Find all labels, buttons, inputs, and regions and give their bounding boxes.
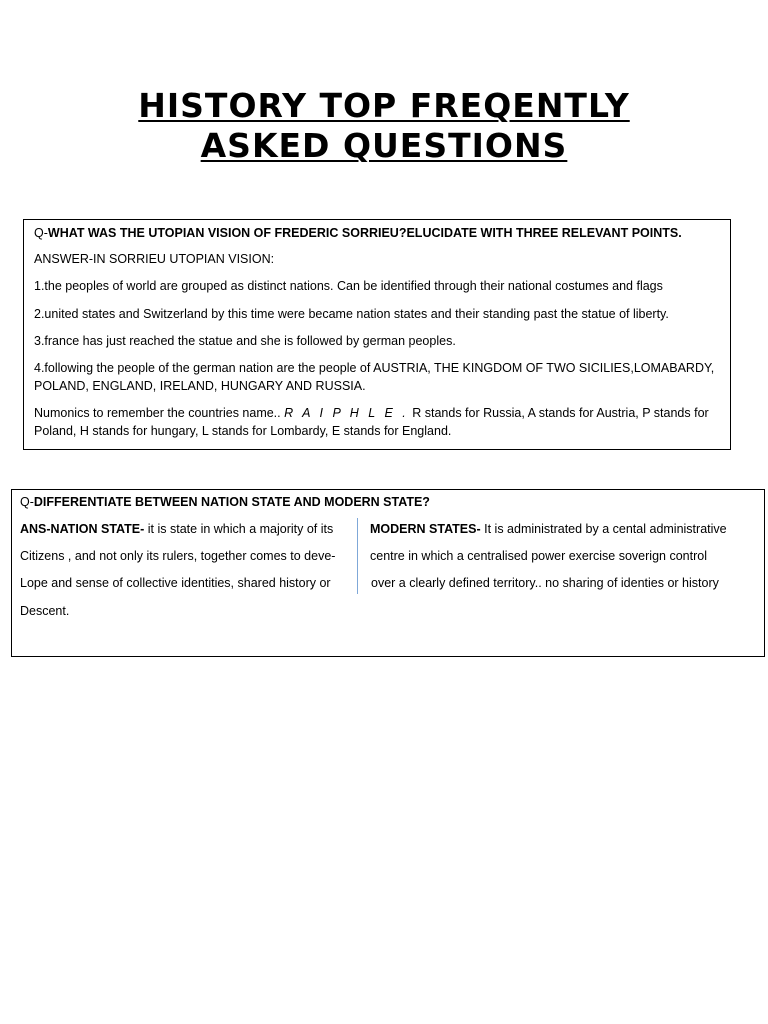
numonics-rest: R stands for Russia, A stands for Austria, P stands for Poland, H stands for hungary, L stands for Lombardy, E stands for England. [34,406,709,438]
modern-state-label: MODERN STATES- [370,522,481,536]
modern-state-line-3: over a clearly defined territory.. no sharing of identies or history [371,576,719,590]
question-box-utopian-vision [23,219,731,450]
question-2-prefix: Q- [20,495,34,509]
nation-state-label: ANS-NATION STATE- [20,522,145,536]
numonics-prefix: Numonics to remember the countries name.. [34,406,285,420]
answer-1-point-3: 3.france has just reached the statue and she is followed by german peoples. [34,334,456,348]
page-title-line-1: HISTORY TOP FREQENTLY [138,86,630,125]
question-1-text: WHAT WAS THE UTOPIAN VISION OF FREDERIC SORRIEU?ELUCIDATE WITH THREE RELEVANT POINTS. [47,226,682,240]
question-1 [34,225,724,243]
numonics-letters: R A I P H L E . [284,406,409,420]
numonics-note [34,405,724,440]
nation-state-line-1 [20,521,333,539]
question-2-text: DIFFERENTIATE BETWEEN NATION STATE AND MODERN STATE? [33,495,430,509]
question-box-nation-vs-modern-state [11,489,765,657]
nation-state-line-3: Lope and sense of collective identities, shared history or [20,576,331,590]
answer-1-point-1: 1.the peoples of world are grouped as distinct nations. Can be identified through their national costumes and flags [34,279,663,293]
modern-state-line-1 [370,521,727,539]
answer-1-point-2: 2.united states and Switzerland by this time were became nation states and their standing past the statue of liberty. [34,307,669,321]
page-title [0,86,768,166]
question-2 [20,494,430,512]
nation-state-line-4: Descent. [20,604,70,618]
nation-state-line-2: Citizens , and not only its rulers, together comes to deve- [20,549,336,563]
modern-state-text-1: It is administrated by a cental administrative [480,522,727,536]
modern-state-line-2: centre in which a centralised power exercise soverign control [370,549,707,563]
answer-1-intro: ANSWER-IN SORRIEU UTOPIAN VISION: [34,252,275,266]
question-1-prefix: Q- [34,226,48,240]
answer-1-point-4: 4.following the people of the german nation are the people of AUSTRIA, THE KINGDOM OF TWO SICILIES,LOMABARDY, POLAND, ENGLAND, IRELAND, HUNGARY AND RUSSIA. [34,361,715,393]
column-divider [357,518,358,594]
page-title-line-2: ASKED QUESTIONS [200,126,568,165]
nation-state-text-1: it is state in which a majority of its [144,522,334,536]
